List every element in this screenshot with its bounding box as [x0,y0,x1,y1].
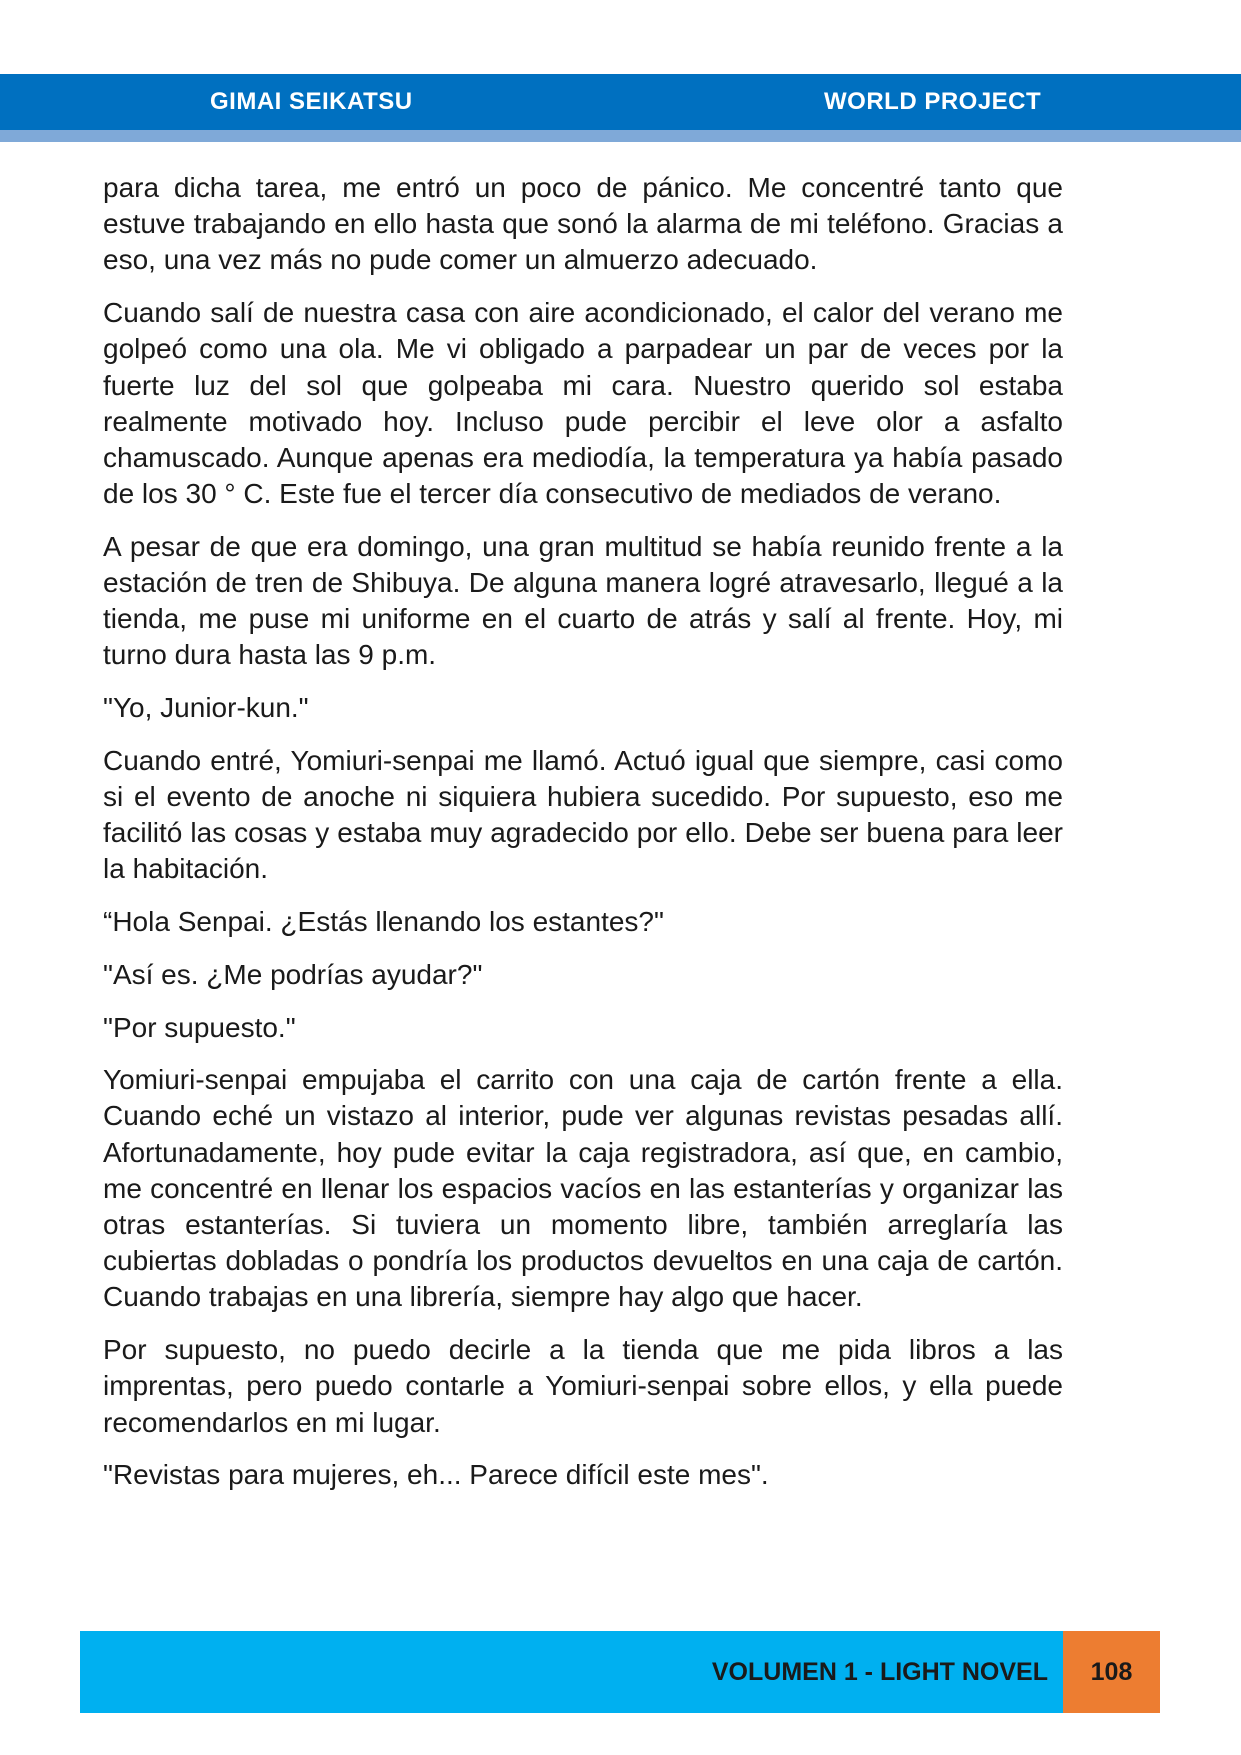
body-paragraph: Cuando entré, Yomiuri-senpai me llamó. Actuó igual que siempre, casi como si el evento de anoche ni siquiera hubiera sucedido. Por supuesto, eso me facilitó las cosas y estaba muy agradecido por ello. Debe ser buena para leer la habitación. [103,744,1063,885]
body-paragraph: Cuando salí de nuestra casa con aire acondicionado, el calor del verano me golpeó como una ola. Me vi obligado a parpadear un par de veces por la fuerte luz del sol que golpeaba mi cara. Nuestro querido sol estaba realmente motivado hoy. Incluso pude percibir el leve olor a asfalto chamuscado. Aunque apenas era mediodía, la temperatura ya había pasado de los 30 ° C. Este fue el tercer día consecutivo de mediados de verano. [103,297,1063,510]
dialogue-line: "Yo, Junior-kun." [103,692,309,724]
header-publisher-title: WORLD PROJECT [824,88,1042,115]
dialogue-line: "Revistas para mujeres, eh... Parece difícil este mes". [103,1459,769,1491]
dialogue-line: “Hola Senpai. ¿Estás llenando los estantes?" [103,906,664,938]
body-paragraph: para dicha tarea, me entró un poco de pánico. Me concentré tanto que estuve trabajando en ello hasta que sonó la alarma de mi teléfono. Gracias a eso, una vez más no pude comer un almuerzo adecuado. [103,172,1063,276]
page-number: 108 [1063,1631,1160,1713]
dialogue-line: "Por supuesto." [103,1011,296,1043]
body-paragraph: Por supuesto, no puedo decirle a la tienda que me pida libros a las imprentas, pero puedo contarle a Yomiuri-senpai sobre ellos, y ella puede recomendarlos en mi lugar. [103,1334,1063,1438]
footer-volume-label: VOLUMEN 1 - LIGHT NOVEL [711,1658,1048,1686]
body-paragraph: A pesar de que era domingo, una gran multitud se había reunido frente a la estación de tren de Shibuya. De alguna manera logré atravesarlo, llegué a la tienda, me puse mi uniforme en el cuarto de atrás y salí al frente. Hoy, mi turno dura hasta las 9 p.m. [103,530,1063,671]
header-underline [0,130,1241,142]
header-bar [0,74,1241,130]
body-paragraph: Yomiuri-senpai empujaba el carrito con una caja de cartón frente a ella. Cuando eché un vistazo al interior, pude ver algunas revistas pesadas allí. Afortunadamente, hoy pude evitar la caja registradora, así que, en cambio, me concentré en llenar los espacios vacíos en las estanterías y organizar las otras estanterías. Si tuviera un momento libre, también arreglaría las cubiertas dobladas o pondría los productos devueltos en una caja de cartón. Cuando trabajas en una librería, siempre hay algo que hacer. [103,1064,1063,1313]
dialogue-line: "Así es. ¿Me podrías ayudar?" [103,958,483,990]
header-series-title: GIMAI SEIKATSU [210,88,413,115]
page-body [103,170,1063,1510]
